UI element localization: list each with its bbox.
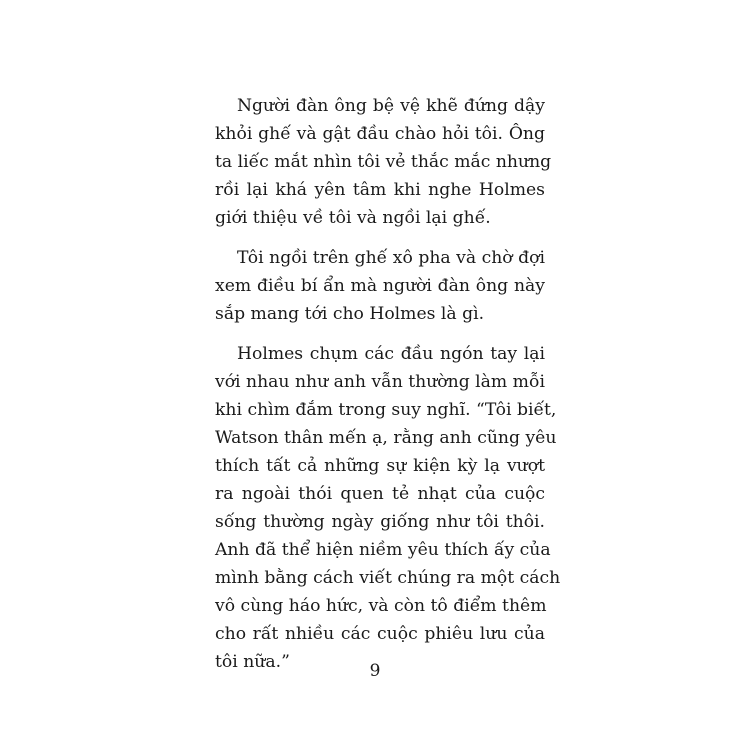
text-line: giới thiệu về tôi và ngồi lại ghế. (215, 208, 491, 228)
paragraph-1 (215, 92, 552, 232)
text-line: Người đàn ông bệ vệ khẽ đứng dậy (237, 96, 545, 116)
paragraph-3 (215, 340, 561, 676)
text-line: thích tất cả những sự kiện kỳ lạ vượt (215, 456, 545, 476)
text-line: với nhau như anh vẫn thường làm mỗi (215, 372, 545, 392)
text-line: Holmes chụm các đầu ngón tay lại (237, 344, 545, 364)
text-line: cho rất nhiều các cuộc phiêu lưu của (215, 624, 545, 644)
text-line: tôi nữa.” (215, 652, 290, 672)
body-text (215, 92, 561, 688)
text-line: xem điều bí ẩn mà người đàn ông này (215, 276, 545, 296)
text-line: ra ngoài thói quen tẻ nhạt của cuộc (215, 484, 545, 504)
text-line: khỏi ghế và gật đầu chào hỏi tôi. Ông (215, 124, 545, 144)
text-line: khi chìm đắm trong suy nghĩ. “Tôi biết, (215, 400, 557, 420)
text-line: Tôi ngồi trên ghế xô pha và chờ đợi (237, 248, 545, 268)
text-line: rồi lại khá yên tâm khi nghe Holmes (215, 180, 545, 200)
page-number: 9 (369, 661, 381, 681)
text-line: Anh đã thể hiện niềm yêu thích ấy của (215, 540, 551, 560)
paragraph-2 (215, 244, 545, 328)
text-line: mình bằng cách viết chúng ra một cách (215, 568, 561, 588)
text-line: sống thường ngày giống như tôi thôi. (215, 512, 545, 532)
text-line: sắp mang tới cho Holmes là gì. (215, 304, 485, 324)
text-line: ta liếc mắt nhìn tôi vẻ thắc mắc nhưng (215, 152, 552, 172)
text-line: vô cùng háo hức, và còn tô điểm thêm (215, 596, 547, 616)
text-line: Watson thân mến ạ, rằng anh cũng yêu (215, 428, 557, 448)
